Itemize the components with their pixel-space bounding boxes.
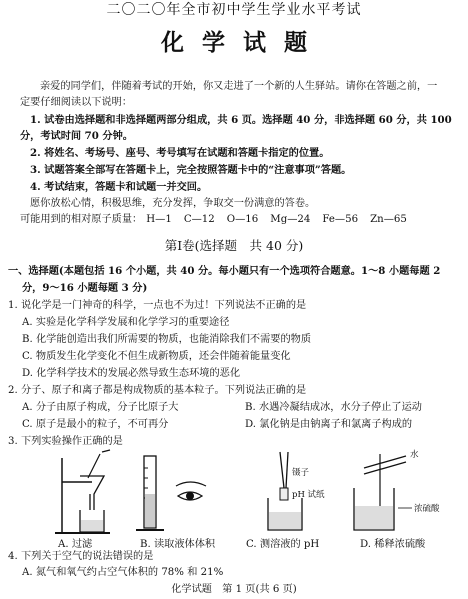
section-title: 第Ⅰ卷(选择题 共 40 分): [164, 238, 304, 253]
instruction-item: 分，考试时间 70 分钟。: [20, 130, 133, 142]
label-concentrated-acid: 浓硫酸: [414, 504, 440, 514]
q2-option-d: D. 氯化钠是由钠离子和氯离子构成的: [245, 419, 413, 430]
question-stem-2: 2. 分子、原子和离子都是构成物质的基本粒子。下列说法正确的是: [8, 385, 307, 396]
figure-reading-volume: [130, 448, 230, 543]
section-instruction: 分，9～16 小题每题 3 分): [22, 282, 148, 294]
instruction-item: 4. 考试结束，答题卡和试题一并交回。: [30, 181, 208, 193]
atomic-mass: Fe—56: [322, 214, 359, 225]
q2-option-c: C. 原子是最小的粒子，不可再分: [22, 419, 169, 430]
label-water: 水: [410, 450, 419, 460]
q1-option-a: A. 实验是化学科学发展和化学学习的重要途径: [22, 317, 230, 328]
caption-b: B. 读取液体体积: [140, 539, 216, 550]
atomic-mass: O—16: [226, 214, 259, 225]
wish-text: 愿你放松心情，积极思维，充分发挥，争取交一份满意的答卷。: [30, 198, 316, 209]
atomic-mass: H—1: [146, 214, 172, 225]
figure-dilute-acid: [340, 448, 440, 543]
subject-title: 化学试题: [161, 29, 325, 56]
instruction-item: 1. 试卷由选择题和非选择题两部分组成，共 6 页。选择题 40 分，非选择题 60 分，共 100: [30, 114, 452, 126]
label-tweezers: 镊子: [292, 468, 310, 478]
caption-d: D. 稀释浓硫酸: [360, 539, 426, 550]
atomic-masses-label: 可能用到的相对原子质量：: [20, 214, 143, 225]
q1-option-c: C. 物质发生化学变化不但生成新物质，还会伴随着能量变化: [22, 351, 291, 362]
caption-c: C. 测溶液的 pH: [246, 539, 320, 550]
atomic-masses: [20, 213, 419, 226]
figure-ph-test: [240, 448, 340, 543]
q2-option-a: A. 分子由原子构成，分子比原子大: [22, 402, 179, 413]
caption-a: A. 过滤: [58, 539, 93, 550]
instruction-item: 3. 试题答案全部写在答题卡上，完全按照答题卡中的“注意事项”答题。: [30, 164, 352, 176]
instruction-item: 2. 将姓名、考场号、座号、考号填写在试题和答题卡指定的位置。: [30, 147, 330, 159]
atomic-mass: Mg—24: [270, 214, 311, 225]
q1-option-d: D. 化学科学技术的发展必然导致生态环境的恶化: [22, 368, 241, 379]
intro-line: 亲爱的同学们，伴随着考试的开始，你又走进了一个新的人生驿站。请你在答题之前，一: [40, 81, 438, 92]
dilute-acid-drawing: [340, 448, 450, 538]
filtration-drawing: [40, 448, 130, 538]
atomic-mass: Zn—65: [370, 214, 407, 225]
atomic-mass: C—12: [183, 214, 215, 225]
label-ph-paper: pH 试纸: [292, 490, 325, 500]
q2-option-b: B. 水遇冷凝结成冰，水分子停止了运动: [245, 402, 422, 413]
question-stem-4: 4. 下列关于空气的说法错误的是: [8, 551, 154, 562]
section-instruction: 一、选择题(本题包括 16 个小题，共 40 分。每小题只有一个选项符合题意。1～8 小题每题 2: [8, 265, 441, 277]
question-stem-3: 3. 下列实验操作正确的是: [8, 436, 123, 447]
question-stem-1: 1. 说化学是一门神奇的科学，一点也不为过！下列说法不正确的是: [8, 300, 307, 311]
figure-filtration: [40, 448, 140, 543]
reading-volume-drawing: [130, 448, 225, 538]
exam-title: 二〇二〇年全市初中学生学业水平考试: [106, 2, 362, 18]
intro-line: 定要仔细阅读以下说明：: [20, 97, 133, 108]
q1-option-b: B. 化学能创造出我们所需要的物质，也能消除我们不需要的物质: [22, 334, 312, 345]
page-footer: 化学试题 第 1 页(共 6 页): [171, 584, 297, 595]
q4-option-a: A. 氮气和氧气约占空气体积的 78% 和 21%: [22, 567, 224, 578]
